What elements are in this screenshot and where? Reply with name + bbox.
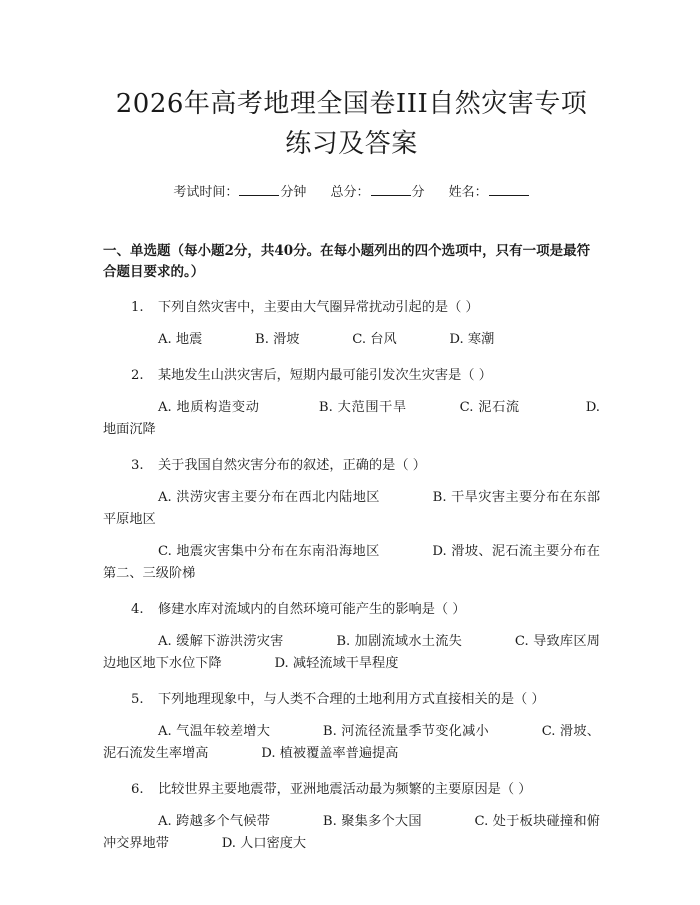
option-a: A. 地质构造变动	[158, 400, 260, 415]
option-b: B. 河流径流量季节变化减小	[322, 724, 489, 739]
option-b: B. 大范围干旱	[318, 400, 407, 415]
option-c: C. 滑坡、泥石流发生率增高	[103, 724, 600, 761]
time-unit: 分钟	[280, 185, 307, 200]
question-5	[103, 689, 600, 765]
option-row	[103, 487, 600, 531]
exam-meta	[103, 183, 600, 203]
option-row	[103, 541, 600, 585]
question-4	[103, 599, 600, 675]
question-stem	[103, 455, 600, 477]
option-d: D. 减轻流域干旱程度	[274, 656, 399, 671]
time-blank[interactable]	[239, 183, 279, 196]
option-row	[103, 811, 600, 855]
question-3	[103, 455, 600, 585]
option-a: A. 洪涝灾害主要分布在西北内陆地区	[158, 490, 380, 505]
option-d: D. 滑坡、泥石流主要分布在第二、三级阶梯	[103, 544, 600, 581]
option-c: C. 地震灾害集中分布在东南沿海地区	[158, 544, 380, 559]
question-number: 6.	[131, 782, 144, 797]
option-c: C. 导致库区周边地区地下水位下降	[103, 634, 600, 671]
question-number: 2.	[131, 368, 144, 383]
option-row	[103, 631, 600, 675]
student-name	[449, 183, 530, 203]
option-a: A. 跨越多个气候带	[158, 814, 271, 829]
question-stem	[103, 365, 600, 387]
option-c: C. 台风	[352, 332, 397, 347]
option-d: D. 地面沉降	[103, 400, 600, 437]
question-text: 修建水库对流域内的自然环境可能产生的影响是（ ）	[158, 602, 466, 617]
question-text: 某地发生山洪灾害后，短期内最可能引发次生灾害是（ ）	[158, 368, 492, 383]
option-d: D. 人口密度大	[221, 836, 307, 851]
question-stem	[103, 689, 600, 711]
option-a: A. 缓解下游洪涝灾害	[158, 634, 284, 649]
question-number: 3.	[131, 458, 144, 473]
option-d: D. 植被覆盖率普遍提高	[261, 746, 399, 761]
question-2	[103, 365, 600, 441]
document-title: 2026年高考地理全国卷III自然灾害专项练习及答案	[115, 89, 588, 159]
score-label: 总分：	[330, 185, 370, 200]
score-unit: 分	[411, 185, 425, 200]
option-d: D. 寒潮	[449, 332, 495, 347]
exam-time	[173, 183, 306, 203]
question-text: 关于我国自然灾害分布的叙述，正确的是（ ）	[158, 458, 426, 473]
question-stem	[103, 779, 600, 801]
name-blank[interactable]	[489, 183, 529, 196]
name-label: 姓名：	[448, 185, 488, 200]
question-text: 下列地理现象中，与人类不合理的土地利用方式直接相关的是（ ）	[158, 692, 545, 707]
option-b: B. 聚集多个大国	[322, 814, 422, 829]
option-row	[103, 397, 600, 441]
question-1	[103, 297, 600, 351]
question-text: 比较世界主要地震带，亚洲地震活动最为频繁的主要原因是（ ）	[158, 782, 532, 797]
option-a: A. 地震	[158, 332, 203, 347]
option-c: C. 处于板块碰撞和俯冲交界地带	[103, 814, 600, 851]
question-text: 下列自然灾害中，主要由大气圈异常扰动引起的是（ ）	[158, 300, 479, 315]
option-b: B. 干旱灾害主要分布在东部平原地区	[103, 490, 601, 527]
question-number: 1.	[131, 300, 144, 315]
option-a: A. 气温年较差增大	[158, 724, 271, 739]
question-stem	[103, 297, 600, 319]
total-score	[330, 183, 424, 203]
option-row	[103, 721, 600, 765]
question-6	[103, 779, 600, 855]
time-label: 考试时间：	[173, 185, 239, 200]
question-number: 4.	[131, 602, 144, 617]
question-number: 5.	[131, 692, 144, 707]
score-blank[interactable]	[371, 183, 411, 196]
option-c: C. 泥石流	[459, 400, 520, 415]
section-title: 一、单选题（每小题2分，共40分。在每小题列出的四个选项中，只有一项是最符合题目要求的。）	[103, 243, 591, 280]
option-row	[103, 329, 600, 351]
question-stem	[103, 599, 600, 621]
option-b: B. 滑坡	[255, 332, 300, 347]
option-b: B. 加剧流域水土流失	[336, 634, 463, 649]
